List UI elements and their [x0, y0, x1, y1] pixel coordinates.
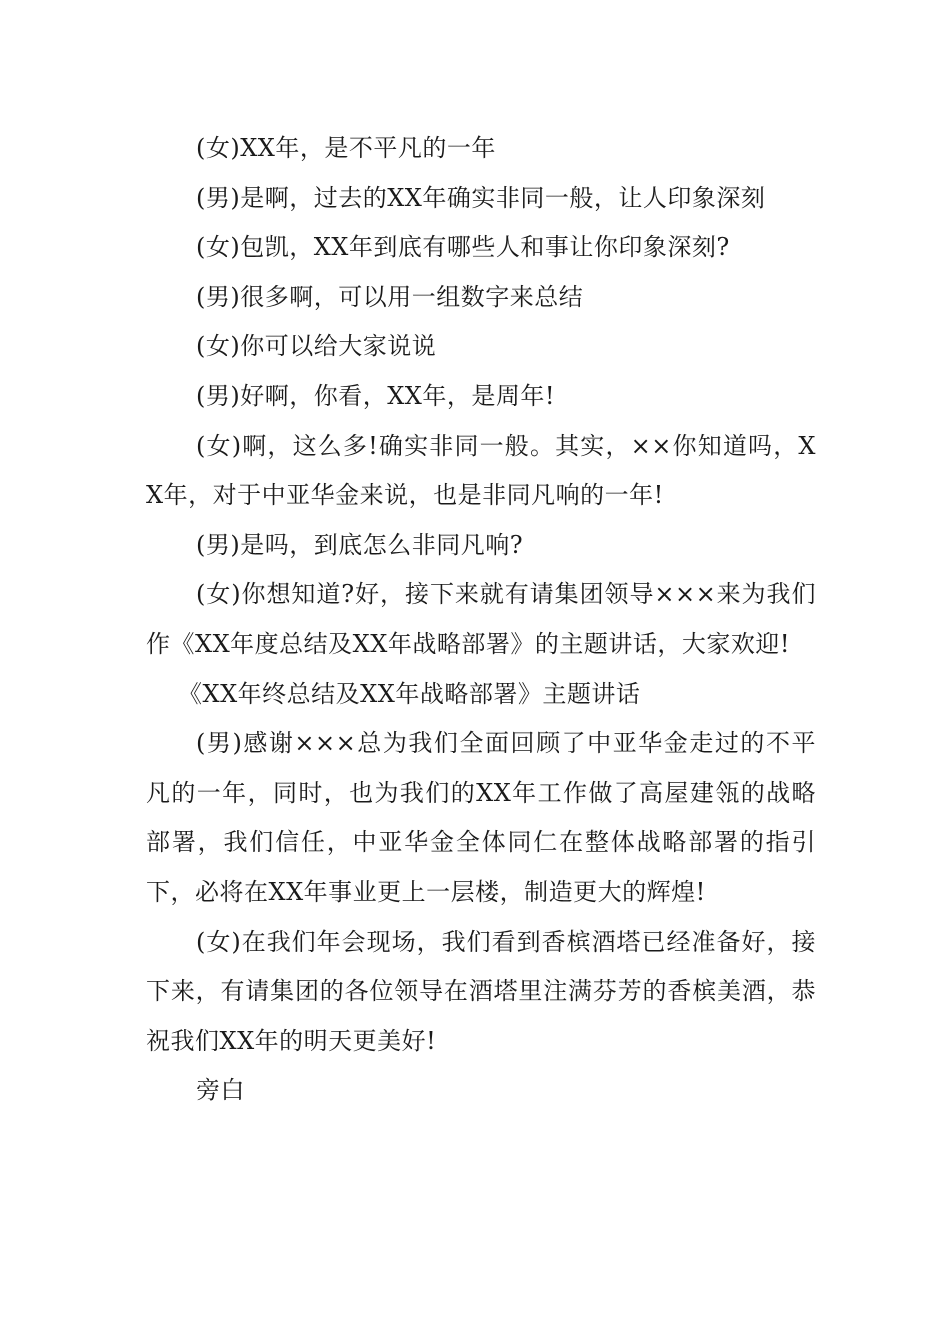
document-body [146, 124, 816, 1116]
dialogue-line: (女)你想知道?好，接下来就有请集团领导×××来为我们作《XX年度总结及XX年战略部署》的主题讲话，大家欢迎! [146, 580, 816, 658]
dialogue-line: (男)好啊，你看，XX年，是周年! [196, 381, 556, 410]
dialogue-line: (男)是吗，到底怎么非同凡响? [196, 530, 524, 559]
dialogue-line: (女)啊，这么多!确实非同一般。其实，××你知道吗，XX年，对于中亚华金来说，也是非同凡响的一年! [146, 431, 816, 510]
dialogue-line: (女)包凯，XX年到底有哪些人和事让你印象深刻? [196, 233, 730, 262]
narration-label: 旁白 [196, 1076, 245, 1105]
dialogue-line: (男)感谢×××总为我们全面回顾了中亚华金走过的不平凡的一年，同时，也为我们的XX年工作做了高屋建瓴的战略部署，我们信任，中亚华金全体同仁在整体战略部署的指引下，必将在XX年事业更上一层楼，制造更大的辉煌! [146, 729, 816, 906]
dialogue-line: (女)你可以给大家说说 [196, 332, 437, 361]
dialogue-line: (女)XX年，是不平凡的一年 [196, 134, 496, 162]
section-heading: 《XX年终总结及XX年战略部署》主题讲话 [178, 679, 641, 708]
dialogue-line: (女)在我们年会现场，我们看到香槟酒塔已经准备好，接下来，有请集团的各位领导在酒塔里注满芬芳的香槟美酒，恭祝我们XX年的明天更美好! [146, 927, 816, 1055]
dialogue-line: (男)很多啊，可以用一组数字来总结 [196, 282, 584, 311]
dialogue-line: (男)是啊，过去的XX年确实非同一般，让人印象深刻 [196, 183, 766, 212]
